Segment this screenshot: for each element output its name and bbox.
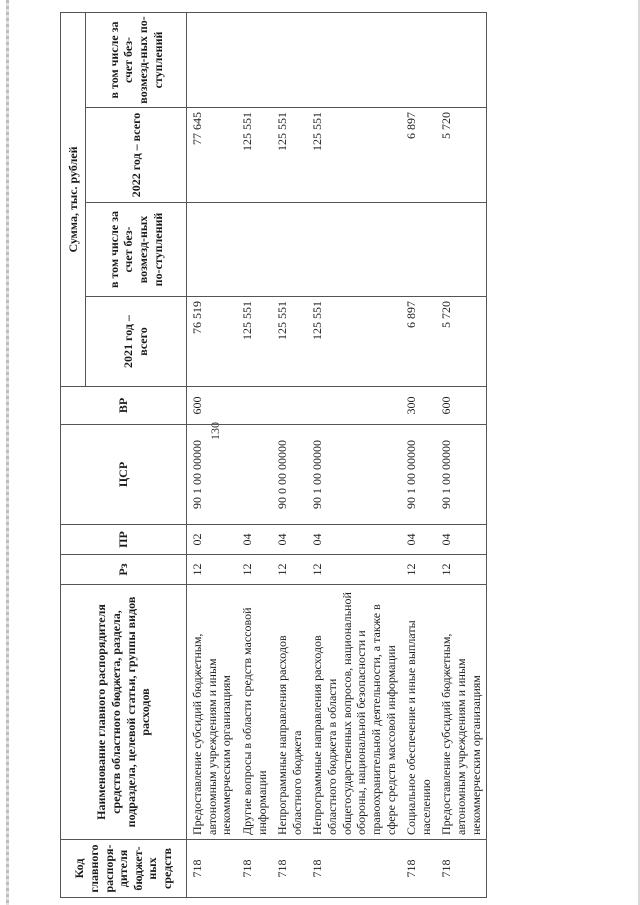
cell-name: Предоставление субсидий бюджетным, автономным учреждениям и иным некоммерческим организациям [187, 585, 237, 840]
cell-2021-free [307, 203, 401, 297]
rotated-table-sheet [60, 13, 483, 898]
cell-name: Непрограммные направления расходов областного бюджета в области общегосударственных вопросов, национальной обороны, национальной безопасности и правоохранительной деятельности, а также в сфере средств массовой информации [307, 585, 401, 840]
cell-vr [307, 387, 401, 425]
cell-2021-total: 76 519 [187, 297, 237, 387]
cell-2022-free [187, 12, 237, 107]
cell-2021-total: 6 897 [401, 297, 436, 387]
cell-2021-total: 5 720 [436, 297, 486, 387]
cell-rz: 12 [272, 555, 307, 585]
header-rz: Рз [61, 555, 187, 585]
cell-2022-total: 125 551 [272, 108, 307, 203]
table-row [187, 12, 237, 897]
cell-2021-free [401, 203, 436, 297]
cell-rz: 12 [436, 555, 486, 585]
cell-vr: 300 [401, 387, 436, 425]
cell-pr: 04 [307, 525, 401, 555]
cell-2022-free [237, 12, 272, 107]
cell-rz: 12 [401, 555, 436, 585]
cell-2022-total: 6 897 [401, 108, 436, 203]
cell-csr: 90 1 00 00000 [187, 425, 237, 525]
cell-2021-total: 125 551 [307, 297, 401, 387]
cell-csr: 90 1 00 00000 [436, 425, 486, 525]
header-sum: Сумма, тыс. рублей [61, 12, 86, 386]
cell-2021-free [187, 203, 237, 297]
cell-pr: 04 [272, 525, 307, 555]
cell-csr: 90 0 00 00000 [272, 425, 307, 525]
cell-name: Другие вопросы в области средств массовой информации [237, 585, 272, 840]
header-2022-total: 2022 год – всего [86, 108, 187, 203]
cell-csr: 90 1 00 00000 [401, 425, 436, 525]
cell-2022-free [401, 12, 436, 107]
cell-name: Социальное обеспечение и иные выплаты населению [401, 585, 436, 840]
header-vr: ВР [61, 387, 187, 425]
cell-pr: 02 [187, 525, 237, 555]
cell-csr: 90 1 00 00000 [307, 425, 401, 525]
cell-2022-free [436, 12, 486, 107]
cell-rz: 12 [187, 555, 237, 585]
cell-vr [237, 387, 272, 425]
cell-csr [237, 425, 272, 525]
header-csr: ЦСР [61, 425, 187, 525]
cell-vr: 600 [436, 387, 486, 425]
cell-code: 718 [436, 840, 486, 898]
cell-2021-free [237, 203, 272, 297]
cell-vr [272, 387, 307, 425]
budget-table [60, 12, 487, 898]
cell-pr: 04 [237, 525, 272, 555]
cell-code: 718 [187, 840, 237, 898]
cell-2022-total: 125 551 [237, 108, 272, 203]
cell-2021-total: 125 551 [272, 297, 307, 387]
cell-2022-free [272, 12, 307, 107]
cell-code: 718 [307, 840, 401, 898]
cell-2022-total: 125 551 [307, 108, 401, 203]
cell-2021-free [272, 203, 307, 297]
header-2021-total: 2021 год – всего [86, 297, 187, 387]
cell-2022-total: 5 720 [436, 108, 486, 203]
cell-vr: 600 [187, 387, 237, 425]
table-row [307, 12, 401, 897]
cell-code: 718 [401, 840, 436, 898]
cell-rz: 12 [307, 555, 401, 585]
table-row [401, 12, 436, 897]
header-name: Наименование главного распорядителя средств областного бюджета, раздела, подраздела, целевой статьи, группы видов расходов [61, 585, 187, 840]
header-2021-free: в том числе за счет без-возмезд-ных по-ступлений [86, 203, 187, 297]
cell-rz: 12 [237, 555, 272, 585]
cell-pr: 04 [401, 525, 436, 555]
cell-name: Предоставление субсидий бюджетным, автономным учреждениям и иным некоммерческим организациям [436, 585, 486, 840]
header-2022-free: в том числе за счет без-возмезд-ных по-ступлений [86, 12, 187, 107]
cell-name: Непрограммные направления расходов областного бюджета [272, 585, 307, 840]
cell-code: 718 [237, 840, 272, 898]
header-code: Код главного распоря-дителя бюджет-ных средств [61, 840, 187, 898]
cell-2021-free [436, 203, 486, 297]
cell-pr: 04 [436, 525, 486, 555]
scan-edge-left [6, 0, 9, 905]
cell-code: 718 [272, 840, 307, 898]
page-number: 130 [208, 422, 222, 440]
cell-2021-total: 125 551 [237, 297, 272, 387]
table-row [436, 12, 486, 897]
cell-2022-total: 77 645 [187, 108, 237, 203]
table-row [272, 12, 307, 897]
header-pr: ПР [61, 525, 187, 555]
cell-2022-free [307, 12, 401, 107]
table-row [237, 12, 272, 897]
